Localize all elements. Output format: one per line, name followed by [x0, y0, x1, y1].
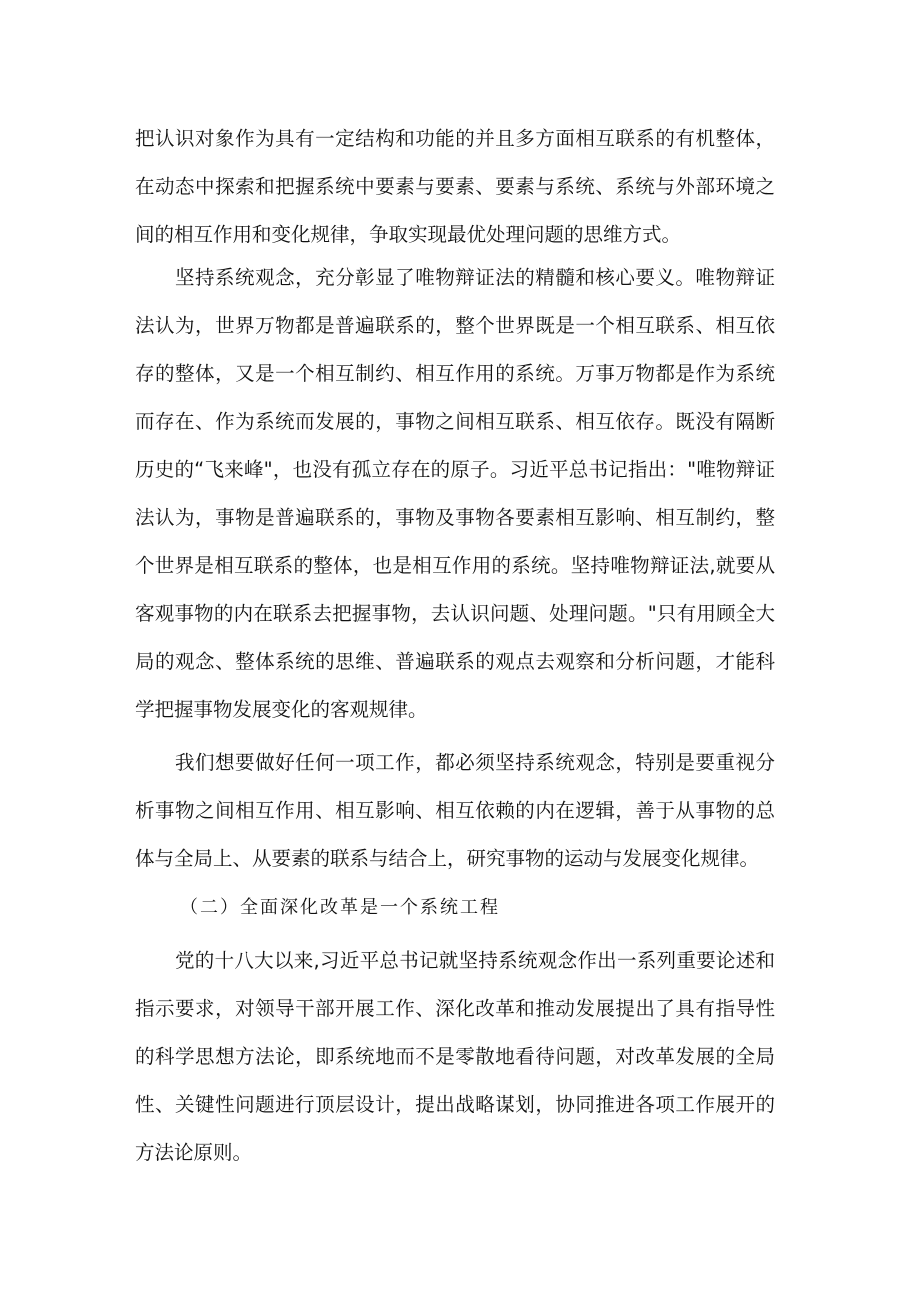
body-paragraph-2: 坚持系统观念，充分彰显了唯物辩证法的精髓和核心要义。唯物辩证法认为，世界万物都是普遍联系的，整个世界既是一个相互联系、相互依存的整体，又是一个相互制约、相互作用的系统。万事万物都是作为系统而存在、作为系统而发展的，事物之间相互联系、相互依存。既没有隔断历史的“飞来峰"，也没有孤立存在的原子。习近平总书记指出："唯物辩证法认为，事物是普遍联系的，事物及事物各要素相互影响、相互制约，整个世界是相互联系的整体，也是相互作用的系统。坚持唯物辩证法,就要从客观事物的内在联系去把握事物，去认识问题、处理问题。"只有用顾全大局的观念、整体系统的思维、普遍联系的观点去观察和分析问题，才能科学把握事物发展变化的客观规律。 [135, 266, 775, 721]
section-subheading: （二）全面深化改革是一个系统工程 [180, 897, 500, 918]
body-paragraph-3: 我们想要做好任何一项工作，都必须坚持系统观念，特别是要重视分析事物之间相互作用、相互影响、相互依赖的内在逻辑，善于从事物的总体与全局上、从要素的联系与结合上，研究事物的运动与发展变化规律。 [135, 751, 775, 870]
body-paragraph-1: 把认识对象作为具有一定结构和功能的并且多方面相互联系的有机整体，在动态中探索和把握系统中要素与要素、要素与系统、系统与外部环境之间的相互作用和变化规律，争取实现最优处理问题的思维方式。 [135, 127, 775, 246]
body-paragraph-4: 党的十八大以来,习近平总书记就坚持系统观念作出一系列重要论述和指示要求，对领导干部开展工作、深化改革和推动发展提出了具有指导性的科学思想方法论，即系统地而不是零散地看待问题，对改革发展的全局性、关键性问题进行顶层设计，提出战略谋划，协同推进各项工作展开的方法论原则。 [135, 949, 775, 1164]
